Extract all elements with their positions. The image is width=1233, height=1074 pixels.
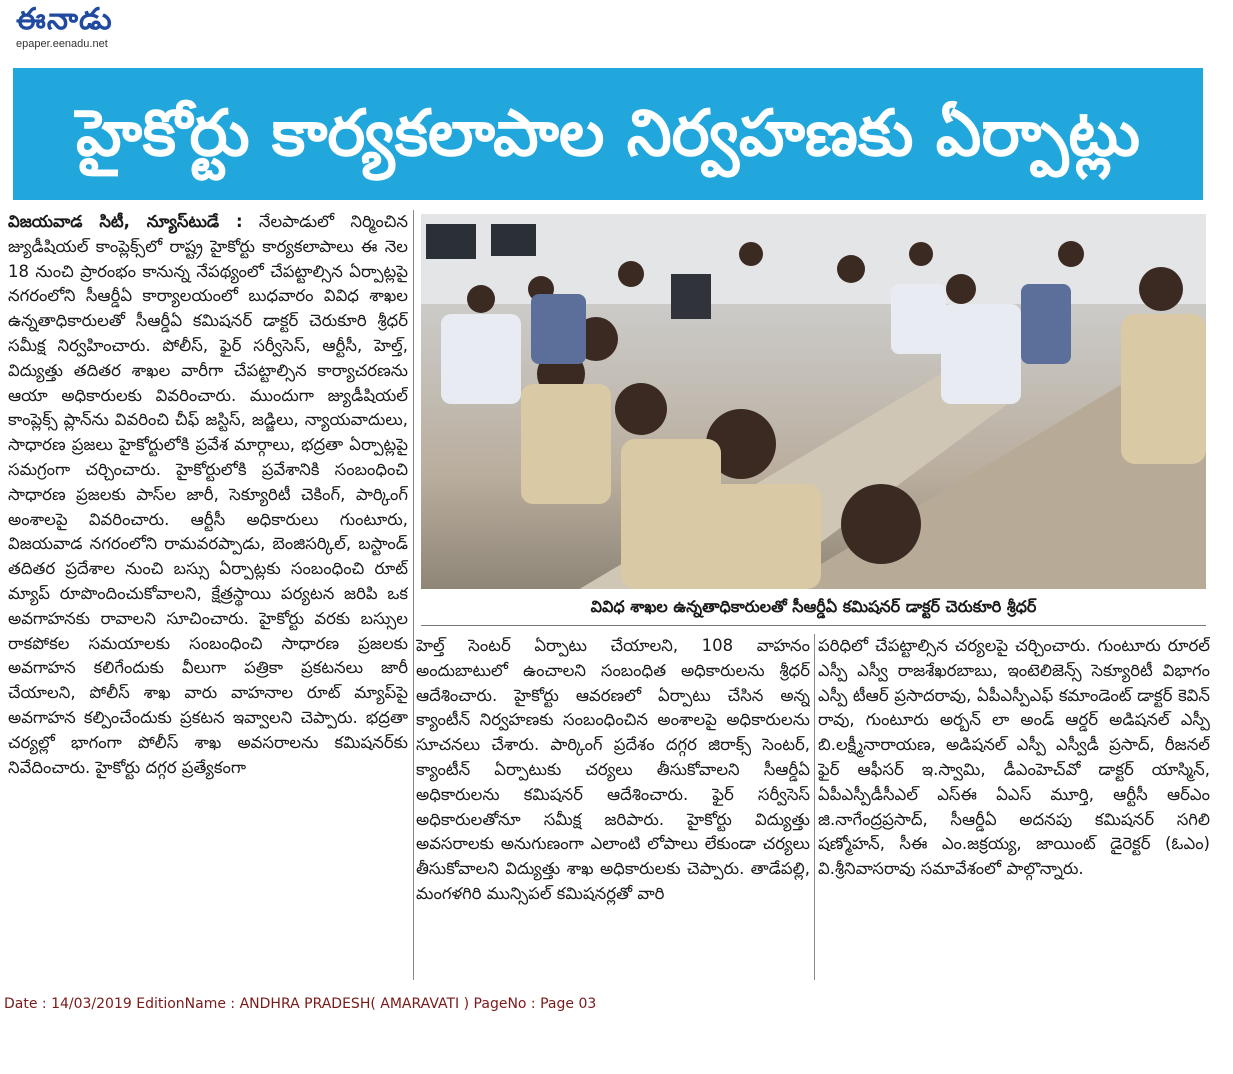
dateline: విజయవాడ సిటీ, న్యూస్‌టుడే : <box>8 212 243 231</box>
column-divider <box>814 634 815 980</box>
column-2-body: హెల్త్ సెంటర్ ఏర్పాటు చేయాలని, 108 వాహనం అందుబాటులో ఉంచాలని సంబంధిత అధికారులను శ్రీధర్ ఆదేశించారు. హైకోర్టు ఆవరణలో ఏర్పాటు చేసిన అన్న క్యాంటీన్ నిర్వహణకు సంబంధించిన అంశాలపై అధికారులను సూచనలు చేశారు. పార్కింగ్ ప్రదేశం దగ్గర జిరాక్స్ సెంటర్, క్యాంటీన్ ఏర్పాటుకు చర్యలు తీసుకోవాలని సీఆర్డీఏ అధికారులను కమిషనర్ ఆదేశించారు. ఫైర్ సర్వీసెస్ అధికారులతోనూ సమీక్ష జరిపారు. హైకోర్టు విద్యుత్తు అవసరాలకు అనుగుణంగా ఎలాంటి లోపాలు లేకుండా చర్యలు తీసుకోవాలని విద్యుత్తు శాఖ అధికారులకు చెప్పారు. తాడేపల్లి, మంగళగిరి మున్సిపల్ కమిషనర్లతో వారి <box>416 636 810 903</box>
headline-banner <box>13 68 1203 200</box>
column-1-body: నేలపాడులో నిర్మించిన జ్యుడీషియల్ కాంప్లెక్స్‌లో రాష్ట్ర హైకోర్టు కార్యకలాపాలు ఈ నెల 18 నుంచి ప్రారంభం కానున్న నేపథ్యంలో చేపట్టాల్సిన ఏర్పాట్లపై నగరంలోని సీఆర్డీఏ కార్యాలయంలో బుధవారం వివిధ శాఖల ఉన్నతాధికారులతో సీఆర్డీఏ కమిషనర్ డాక్టర్ చెరుకూరి శ్రీధర్ సమీక్ష నిర్వహించారు. పోలీస్, ఫైర్ సర్వీసెస్, ఆర్టీసీ, హెల్త్, విద్యుత్తు తదితర శాఖల వారీగా చేపట్టాల్సిన కార్యాచరణను ఆయా అధికారులకు వివరించారు. ముందుగా జ్యుడీషియల్ కాంప్లెక్స్ ప్లాన్‌ను వివరించి చీఫ్ జస్టిస్, జడ్జిలు, న్యాయవాదులు, సాధారణ ప్రజలు హైకోర్టులోకి ప్రవేశ మార్గాలు, భద్రతా ఏర్పాట్లపై సమగ్రంగా చర్చించారు. హైకోర్టులోకి ప్రవేశానికి సంబంధించి సాధారణ ప్రజలకు పాస్‌ల జారీ, సెక్యూరిటీ చెకింగ్, పార్కింగ్ అంశాలపై వివరించారు. ఆర్టీసీ అధికారులు గుంటూరు, విజయవాడ నగరంలోని రామవరప్పాడు, బెంజిసర్కిల్, బస్టాండ్ తదితర ప్రదేశాల నుంచి బస్సు ఏర్పాట్లకు సంబంధించి రూట్ మ్యాప్ రూపొందించుకోవాలని, క్షేత్రస్థాయి పర్యటన జరిపి ఒక అవగాహనకు రావాలని సూచించారు. హైకోర్టు వరకు బస్సుల రాకపోకల సమయాలకు సంబంధించి సాధారణ ప్రజలకు అవగాహన కలిగేందుకు వీలుగా పత్రికా ప్రకటనలు జారీ చేయాలని, పోలీస్ శాఖ వారు వాహనాల రూట్ మ్యాప్‌పై అవగాహన కల్పించేందుకు ప్రకటన ఇవ్వాలని చెప్పారు. భద్రతా చర్యల్లో భాగంగా పోలీస్ శాఖ అవసరాలను కమిషనర్‌కు నివేదించారు. హైకోర్టు దగ్గర ప్రత్యేకంగా <box>8 212 408 777</box>
logo-wordmark: ఈనాడు <box>16 2 113 37</box>
edition-footer: Date : 14/03/2019 EditionName : ANDHRA PRADESH( AMARAVATI ) PageNo : Page 03 <box>4 996 597 1012</box>
meeting-photo <box>421 214 1206 589</box>
headline: హైకోర్టు కార్యకలాపాల నిర్వహణకు ఏర్పాట్లు <box>76 97 1140 171</box>
article-column-2 <box>416 634 810 980</box>
meeting-photo-illustration <box>421 214 1206 589</box>
article-column-3 <box>818 634 1210 980</box>
photo-caption: వివిధ శాఖల ఉన్నతాధికారులతో సీఆర్డీఏ కమిషనర్ డాక్టర్ చెరుకూరి శ్రీధర్ <box>421 592 1206 626</box>
article-column-1 <box>8 210 408 980</box>
column-divider <box>413 210 414 980</box>
column-1-text <box>8 210 408 780</box>
eenadu-logo[interactable] <box>16 4 166 52</box>
logo-site-url: epaper.eenadu.net <box>16 38 108 50</box>
column-3-body: పరిధిలో చేపట్టాల్సిన చర్యలపై చర్చించారు. గుంటూరు రూరల్ ఎస్పీ ఎస్వీ రాజశేఖరబాబు, ఇంటెలిజెన్స్ సెక్యూరిటీ విభాగం ఎస్పీ టీఆర్ ప్రసాదరావు, ఏపీఎస్పీఎఫ్ కమాండెంట్ డాక్టర్ కెవిన్ రావు, గుంటూరు అర్బన్ లా అండ్ ఆర్డర్ అడిషనల్ ఎస్పీ బి.లక్ష్మీనారాయణ, అడిషనల్ ఎస్పీ ఎస్వీడీ ప్రసాద్, రీజనల్ ఫైర్ ఆఫీసర్ ఇ.స్వామి, డీఎంహెచ్‌వో డాక్టర్ యాస్మిన్, ఏపీఎస్పీడీసీఎల్ ఎస్ఈ ఏఎస్ మూర్తి, ఆర్టీసీ ఆర్ఎం జి.నాగేంద్రప్రసాద్, సీఆర్డీఏ అదనపు కమిషనర్ సగిలి షణ్మోహన్, సీఈ ఎం.జక్రయ్య, జాయింట్ డైరెక్టర్ (ఓఎం) వి.శ్రీనివాసరావు సమావేశంలో పాల్గొన్నారు. <box>818 636 1210 879</box>
